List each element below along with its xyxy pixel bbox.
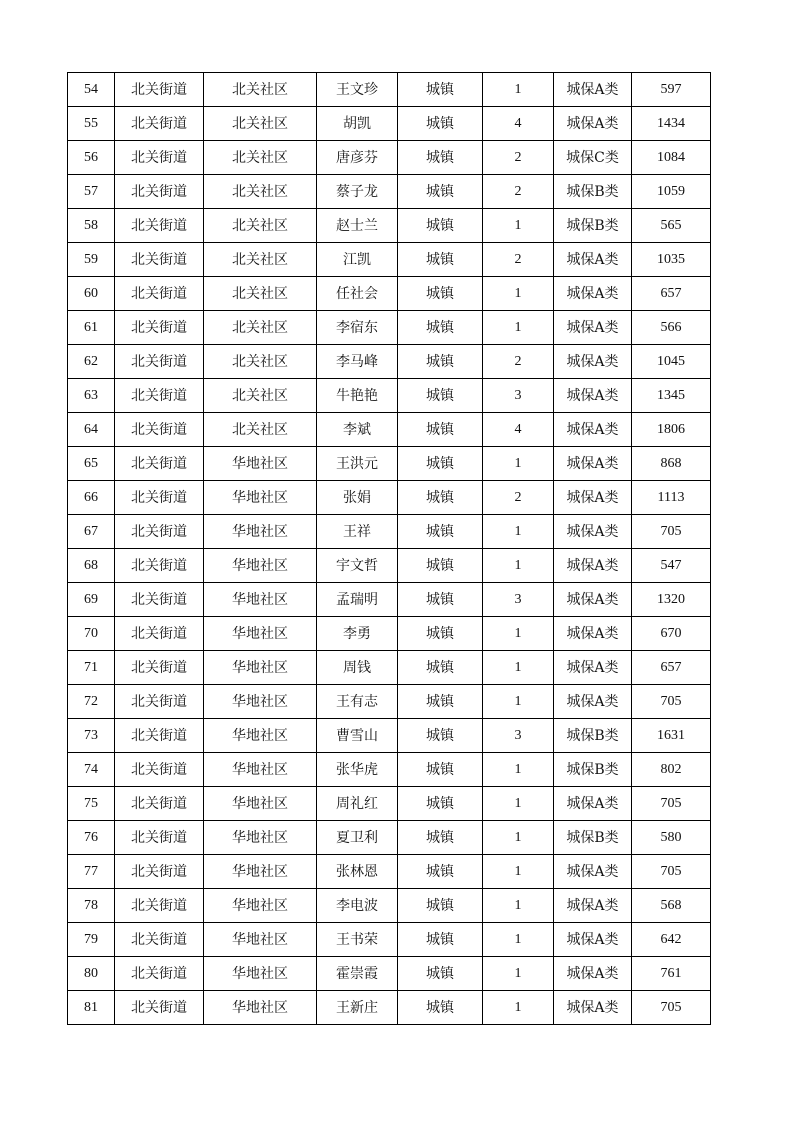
amount-cell: 705 <box>632 685 711 719</box>
row-number-cell: 67 <box>68 515 115 549</box>
amount-cell: 547 <box>632 549 711 583</box>
street-cell: 北关街道 <box>115 855 204 889</box>
area-type-cell: 城镇 <box>398 175 483 209</box>
category-cell: 城保A类 <box>554 243 632 277</box>
amount-cell: 1059 <box>632 175 711 209</box>
table-row <box>68 889 711 923</box>
street-cell: 北关街道 <box>115 549 204 583</box>
category-cell: 城保A类 <box>554 583 632 617</box>
community-cell: 北关社区 <box>204 311 317 345</box>
table-row <box>68 651 711 685</box>
household-size-cell: 4 <box>483 413 554 447</box>
community-cell: 华地社区 <box>204 787 317 821</box>
recipient-name-cell: 曹雪山 <box>317 719 398 753</box>
amount-cell: 1806 <box>632 413 711 447</box>
row-number-cell: 79 <box>68 923 115 957</box>
area-type-cell: 城镇 <box>398 107 483 141</box>
category-cell: 城保A类 <box>554 311 632 345</box>
community-cell: 北关社区 <box>204 379 317 413</box>
amount-cell: 597 <box>632 73 711 107</box>
community-cell: 华地社区 <box>204 889 317 923</box>
community-cell: 北关社区 <box>204 209 317 243</box>
category-cell: 城保A类 <box>554 549 632 583</box>
community-cell: 华地社区 <box>204 549 317 583</box>
row-number-cell: 63 <box>68 379 115 413</box>
category-cell: 城保A类 <box>554 889 632 923</box>
amount-cell: 657 <box>632 277 711 311</box>
recipient-name-cell: 夏卫利 <box>317 821 398 855</box>
community-cell: 华地社区 <box>204 617 317 651</box>
table-row <box>68 515 711 549</box>
category-cell: 城保A类 <box>554 957 632 991</box>
row-number-cell: 77 <box>68 855 115 889</box>
row-number-cell: 66 <box>68 481 115 515</box>
amount-cell: 1320 <box>632 583 711 617</box>
row-number-cell: 64 <box>68 413 115 447</box>
area-type-cell: 城镇 <box>398 583 483 617</box>
recipient-name-cell: 李斌 <box>317 413 398 447</box>
area-type-cell: 城镇 <box>398 345 483 379</box>
recipient-name-cell: 李马峰 <box>317 345 398 379</box>
recipient-name-cell: 王有志 <box>317 685 398 719</box>
category-cell: 城保A类 <box>554 617 632 651</box>
table-row <box>68 107 711 141</box>
community-cell: 北关社区 <box>204 345 317 379</box>
table-row <box>68 175 711 209</box>
household-size-cell: 1 <box>483 549 554 583</box>
amount-cell: 1045 <box>632 345 711 379</box>
recipient-name-cell: 宇文哲 <box>317 549 398 583</box>
row-number-cell: 81 <box>68 991 115 1025</box>
recipient-name-cell: 霍崇霞 <box>317 957 398 991</box>
category-cell: 城保A类 <box>554 991 632 1025</box>
street-cell: 北关街道 <box>115 175 204 209</box>
street-cell: 北关街道 <box>115 753 204 787</box>
area-type-cell: 城镇 <box>398 719 483 753</box>
street-cell: 北关街道 <box>115 141 204 175</box>
table-row <box>68 141 711 175</box>
community-cell: 华地社区 <box>204 481 317 515</box>
row-number-cell: 72 <box>68 685 115 719</box>
household-size-cell: 1 <box>483 991 554 1025</box>
amount-cell: 670 <box>632 617 711 651</box>
table-row <box>68 617 711 651</box>
category-cell: 城保A类 <box>554 345 632 379</box>
category-cell: 城保A类 <box>554 651 632 685</box>
amount-cell: 802 <box>632 753 711 787</box>
household-size-cell: 1 <box>483 923 554 957</box>
recipient-name-cell: 唐彦芬 <box>317 141 398 175</box>
category-cell: 城保A类 <box>554 481 632 515</box>
street-cell: 北关街道 <box>115 957 204 991</box>
recipient-name-cell: 胡凯 <box>317 107 398 141</box>
row-number-cell: 62 <box>68 345 115 379</box>
recipient-name-cell: 江凯 <box>317 243 398 277</box>
community-cell: 北关社区 <box>204 175 317 209</box>
street-cell: 北关街道 <box>115 413 204 447</box>
amount-cell: 705 <box>632 991 711 1025</box>
recipient-name-cell: 赵士兰 <box>317 209 398 243</box>
community-cell: 北关社区 <box>204 413 317 447</box>
table-row <box>68 447 711 481</box>
table-row <box>68 549 711 583</box>
recipient-name-cell: 张林恩 <box>317 855 398 889</box>
table-row <box>68 957 711 991</box>
table-row <box>68 753 711 787</box>
household-size-cell: 1 <box>483 311 554 345</box>
household-size-cell: 2 <box>483 175 554 209</box>
category-cell: 城保A类 <box>554 515 632 549</box>
table-row <box>68 481 711 515</box>
area-type-cell: 城镇 <box>398 481 483 515</box>
table-row <box>68 277 711 311</box>
category-cell: 城保C类 <box>554 141 632 175</box>
community-cell: 北关社区 <box>204 141 317 175</box>
area-type-cell: 城镇 <box>398 141 483 175</box>
household-size-cell: 2 <box>483 345 554 379</box>
area-type-cell: 城镇 <box>398 957 483 991</box>
amount-cell: 705 <box>632 855 711 889</box>
row-number-cell: 76 <box>68 821 115 855</box>
amount-cell: 657 <box>632 651 711 685</box>
category-cell: 城保A类 <box>554 413 632 447</box>
household-size-cell: 1 <box>483 685 554 719</box>
row-number-cell: 59 <box>68 243 115 277</box>
area-type-cell: 城镇 <box>398 923 483 957</box>
area-type-cell: 城镇 <box>398 787 483 821</box>
street-cell: 北关街道 <box>115 277 204 311</box>
row-number-cell: 80 <box>68 957 115 991</box>
row-number-cell: 54 <box>68 73 115 107</box>
row-number-cell: 58 <box>68 209 115 243</box>
area-type-cell: 城镇 <box>398 379 483 413</box>
street-cell: 北关街道 <box>115 651 204 685</box>
street-cell: 北关街道 <box>115 889 204 923</box>
recipient-name-cell: 王祥 <box>317 515 398 549</box>
recipient-name-cell: 王书荣 <box>317 923 398 957</box>
category-cell: 城保A类 <box>554 685 632 719</box>
amount-cell: 580 <box>632 821 711 855</box>
area-type-cell: 城镇 <box>398 277 483 311</box>
household-size-cell: 1 <box>483 821 554 855</box>
street-cell: 北关街道 <box>115 345 204 379</box>
recipient-name-cell: 张华虎 <box>317 753 398 787</box>
category-cell: 城保A类 <box>554 379 632 413</box>
amount-cell: 1631 <box>632 719 711 753</box>
street-cell: 北关街道 <box>115 379 204 413</box>
amount-cell: 761 <box>632 957 711 991</box>
amount-cell: 705 <box>632 515 711 549</box>
household-size-cell: 1 <box>483 277 554 311</box>
recipient-name-cell: 蔡子龙 <box>317 175 398 209</box>
amount-cell: 1434 <box>632 107 711 141</box>
category-cell: 城保B类 <box>554 209 632 243</box>
household-size-cell: 1 <box>483 617 554 651</box>
row-number-cell: 75 <box>68 787 115 821</box>
area-type-cell: 城镇 <box>398 209 483 243</box>
household-size-cell: 1 <box>483 753 554 787</box>
street-cell: 北关街道 <box>115 583 204 617</box>
area-type-cell: 城镇 <box>398 243 483 277</box>
recipient-name-cell: 王新庄 <box>317 991 398 1025</box>
household-size-cell: 4 <box>483 107 554 141</box>
area-type-cell: 城镇 <box>398 413 483 447</box>
household-size-cell: 2 <box>483 481 554 515</box>
community-cell: 北关社区 <box>204 73 317 107</box>
category-cell: 城保A类 <box>554 447 632 481</box>
street-cell: 北关街道 <box>115 685 204 719</box>
area-type-cell: 城镇 <box>398 753 483 787</box>
table-row <box>68 73 711 107</box>
street-cell: 北关街道 <box>115 243 204 277</box>
street-cell: 北关街道 <box>115 209 204 243</box>
row-number-cell: 68 <box>68 549 115 583</box>
table-body <box>68 73 711 1025</box>
amount-cell: 1345 <box>632 379 711 413</box>
household-size-cell: 1 <box>483 515 554 549</box>
recipient-name-cell: 李宿东 <box>317 311 398 345</box>
area-type-cell: 城镇 <box>398 821 483 855</box>
community-cell: 华地社区 <box>204 991 317 1025</box>
street-cell: 北关街道 <box>115 481 204 515</box>
row-number-cell: 65 <box>68 447 115 481</box>
category-cell: 城保A类 <box>554 923 632 957</box>
table-row <box>68 345 711 379</box>
category-cell: 城保A类 <box>554 107 632 141</box>
category-cell: 城保B类 <box>554 175 632 209</box>
recipient-name-cell: 牛艳艳 <box>317 379 398 413</box>
community-cell: 华地社区 <box>204 923 317 957</box>
household-size-cell: 3 <box>483 379 554 413</box>
household-size-cell: 2 <box>483 243 554 277</box>
recipient-name-cell: 周钱 <box>317 651 398 685</box>
community-cell: 华地社区 <box>204 855 317 889</box>
table-row <box>68 379 711 413</box>
area-type-cell: 城镇 <box>398 991 483 1025</box>
household-size-cell: 1 <box>483 73 554 107</box>
table-row <box>68 991 711 1025</box>
street-cell: 北关街道 <box>115 311 204 345</box>
community-cell: 华地社区 <box>204 821 317 855</box>
category-cell: 城保A类 <box>554 73 632 107</box>
recipient-name-cell: 王文珍 <box>317 73 398 107</box>
street-cell: 北关街道 <box>115 719 204 753</box>
recipient-name-cell: 任社会 <box>317 277 398 311</box>
row-number-cell: 74 <box>68 753 115 787</box>
street-cell: 北关街道 <box>115 73 204 107</box>
table-row <box>68 209 711 243</box>
row-number-cell: 60 <box>68 277 115 311</box>
area-type-cell: 城镇 <box>398 447 483 481</box>
street-cell: 北关街道 <box>115 447 204 481</box>
street-cell: 北关街道 <box>115 787 204 821</box>
table-row <box>68 311 711 345</box>
recipient-name-cell: 李电波 <box>317 889 398 923</box>
recipient-name-cell: 李勇 <box>317 617 398 651</box>
table-row <box>68 787 711 821</box>
street-cell: 北关街道 <box>115 515 204 549</box>
table-row <box>68 583 711 617</box>
recipient-name-cell: 王洪元 <box>317 447 398 481</box>
row-number-cell: 57 <box>68 175 115 209</box>
household-size-cell: 1 <box>483 855 554 889</box>
row-number-cell: 73 <box>68 719 115 753</box>
area-type-cell: 城镇 <box>398 311 483 345</box>
street-cell: 北关街道 <box>115 617 204 651</box>
community-cell: 华地社区 <box>204 447 317 481</box>
table-row <box>68 923 711 957</box>
community-cell: 华地社区 <box>204 753 317 787</box>
row-number-cell: 61 <box>68 311 115 345</box>
community-cell: 华地社区 <box>204 651 317 685</box>
amount-cell: 1084 <box>632 141 711 175</box>
street-cell: 北关街道 <box>115 107 204 141</box>
recipient-name-cell: 张娟 <box>317 481 398 515</box>
row-number-cell: 69 <box>68 583 115 617</box>
area-type-cell: 城镇 <box>398 855 483 889</box>
row-number-cell: 55 <box>68 107 115 141</box>
household-size-cell: 1 <box>483 957 554 991</box>
amount-cell: 868 <box>632 447 711 481</box>
row-number-cell: 70 <box>68 617 115 651</box>
recipient-name-cell: 孟瑞明 <box>317 583 398 617</box>
community-cell: 北关社区 <box>204 107 317 141</box>
row-number-cell: 71 <box>68 651 115 685</box>
amount-cell: 565 <box>632 209 711 243</box>
amount-cell: 642 <box>632 923 711 957</box>
household-size-cell: 3 <box>483 719 554 753</box>
amount-cell: 566 <box>632 311 711 345</box>
row-number-cell: 78 <box>68 889 115 923</box>
area-type-cell: 城镇 <box>398 685 483 719</box>
amount-cell: 1035 <box>632 243 711 277</box>
community-cell: 北关社区 <box>204 243 317 277</box>
assistance-roster-table <box>67 72 711 1025</box>
category-cell: 城保A类 <box>554 855 632 889</box>
amount-cell: 1113 <box>632 481 711 515</box>
table-row <box>68 685 711 719</box>
category-cell: 城保A类 <box>554 277 632 311</box>
household-size-cell: 1 <box>483 787 554 821</box>
household-size-cell: 1 <box>483 651 554 685</box>
category-cell: 城保B类 <box>554 753 632 787</box>
area-type-cell: 城镇 <box>398 617 483 651</box>
household-size-cell: 2 <box>483 141 554 175</box>
community-cell: 华地社区 <box>204 583 317 617</box>
community-cell: 北关社区 <box>204 277 317 311</box>
category-cell: 城保B类 <box>554 821 632 855</box>
household-size-cell: 1 <box>483 209 554 243</box>
area-type-cell: 城镇 <box>398 73 483 107</box>
area-type-cell: 城镇 <box>398 515 483 549</box>
table-row <box>68 719 711 753</box>
recipient-name-cell: 周礼红 <box>317 787 398 821</box>
street-cell: 北关街道 <box>115 991 204 1025</box>
street-cell: 北关街道 <box>115 821 204 855</box>
street-cell: 北关街道 <box>115 923 204 957</box>
area-type-cell: 城镇 <box>398 651 483 685</box>
area-type-cell: 城镇 <box>398 549 483 583</box>
community-cell: 华地社区 <box>204 685 317 719</box>
row-number-cell: 56 <box>68 141 115 175</box>
table-row <box>68 413 711 447</box>
table-row <box>68 855 711 889</box>
table-row <box>68 243 711 277</box>
area-type-cell: 城镇 <box>398 889 483 923</box>
table-row <box>68 821 711 855</box>
household-size-cell: 1 <box>483 889 554 923</box>
community-cell: 华地社区 <box>204 719 317 753</box>
household-size-cell: 1 <box>483 447 554 481</box>
amount-cell: 705 <box>632 787 711 821</box>
category-cell: 城保B类 <box>554 719 632 753</box>
household-size-cell: 3 <box>483 583 554 617</box>
amount-cell: 568 <box>632 889 711 923</box>
community-cell: 华地社区 <box>204 515 317 549</box>
community-cell: 华地社区 <box>204 957 317 991</box>
category-cell: 城保A类 <box>554 787 632 821</box>
